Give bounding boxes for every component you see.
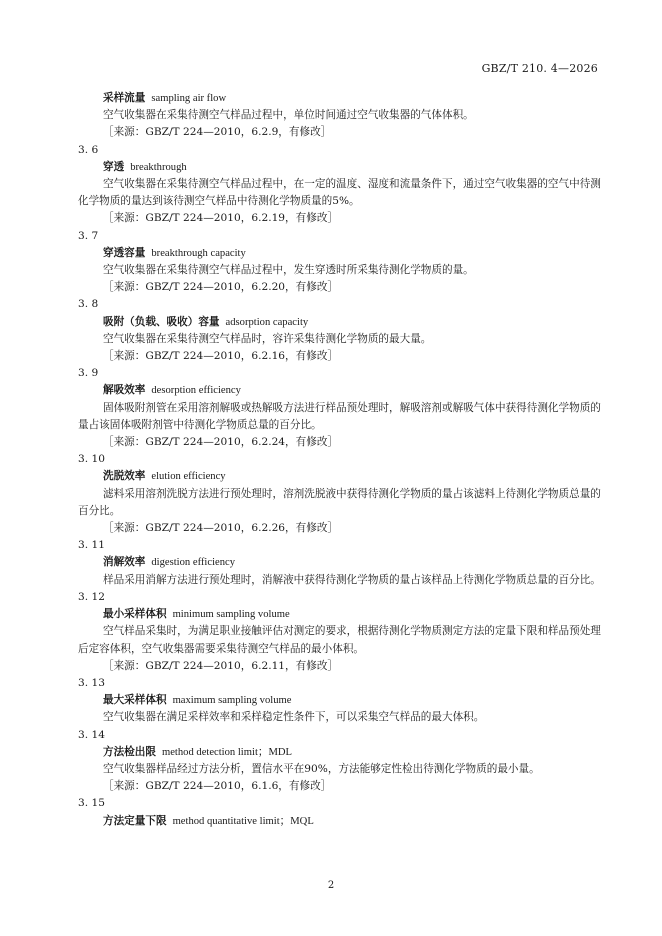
term-source: ［来源：GBZ/T 224—2010，6.1.6，有修改］ [103,780,332,793]
term-chinese: 方法定量下限 [103,814,167,827]
term-english: maximum sampling volume [172,695,292,707]
term-source: ［来源：GBZ/T 224—2010，6.2.11，有修改］ [103,659,339,672]
term-chinese: 吸附（负载、吸收）容量 [103,315,220,328]
term-number: 3. 9 [78,367,99,380]
term-english: elution efficiency [151,471,226,483]
term-heading [103,90,604,107]
term-number: 3. 8 [78,298,99,311]
term-entry [78,228,604,297]
term-chinese: 消解效率 [103,556,146,569]
term-number: 3. 10 [78,453,105,466]
term-entry [78,90,604,142]
term-chinese: 洗脱效率 [103,470,146,483]
term-source: ［来源：GBZ/T 224—2010，6.2.16，有修改］ [103,350,339,363]
term-number: 3. 11 [78,539,105,552]
term-heading [103,692,604,709]
term-english: minimum sampling volume [172,609,290,621]
term-chinese: 最小采样体积 [103,608,167,621]
term-source: ［来源：GBZ/T 224—2010，6.2.9，有修改］ [103,126,332,139]
term-heading [103,245,604,262]
term-number: 3. 12 [78,590,105,603]
terms-section [78,90,604,830]
term-english: method quantitative limit；MQL [172,815,314,827]
term-source: ［来源：GBZ/T 224—2010，6.2.24，有修改］ [103,436,339,449]
term-english: sampling air flow [151,93,227,104]
term-source: ［来源：GBZ/T 224—2010，6.2.26，有修改］ [103,522,339,535]
term-definition: 空气样品采集时，为满足职业接触评估对测定的要求，根据待测化学物质测定方法的定量下限和样品预处理后定容体积，空气收集器需要采集待测空气样品的最小体积。 [78,625,601,655]
term-entry [78,296,604,365]
term-english: method detection limit；MDL [161,746,293,758]
term-chinese: 最大采样体积 [103,694,167,707]
term-number: 3. 7 [78,229,99,242]
term-heading [103,606,604,623]
term-definition: 空气收集器样品经过方法分析，置信水平在90%，方法能够定性检出待测化学物质的最小量。 [103,762,540,775]
term-definition: 固体吸附剂管在采用溶剂解吸或热解吸方法进行样品预处理时，解吸溶剂或解吸气体中获得待测化学物质的量占该固体吸附剂管中待测化学物质总量的百分比。 [78,401,601,431]
term-entry [78,589,604,675]
term-heading [103,813,604,830]
term-entry [78,142,604,228]
term-heading [103,468,604,485]
term-number: 3. 6 [78,143,99,156]
term-number: 3. 15 [78,797,105,810]
term-chinese: 采样流量 [103,92,146,104]
term-number: 3. 13 [78,676,105,689]
term-entry [78,675,604,727]
term-entry [78,795,604,829]
term-definition: 空气收集器在采集待测空气样品过程中，在一定的温度、湿度和流量条件下，通过空气收集器的空气中待测化学物质的量达到该待测空气样品中待测化学物质量的5%。 [78,178,601,208]
term-english: desorption efficiency [151,385,241,397]
term-definition: 空气收集器在采集待测空气样品过程中，单位时间通过空气收集器的气体体积。 [103,109,474,122]
term-definition: 空气收集器在满足采样效率和采样稳定性条件下，可以采集空气样品的最大体积。 [103,711,485,724]
page-number: 2 [327,880,335,891]
term-chinese: 穿透 [103,160,125,173]
term-definition: 滤料采用溶剂洗脱方法进行预处理时，溶剂洗脱液中获得待测化学物质的量占该滤料上待测化学物质总量的百分比。 [78,487,601,517]
term-english: breakthrough [130,161,187,173]
standard-code-header: GBZ/T 210. 4—2026 [481,62,598,75]
term-entry [78,451,604,537]
term-english: adsorption capacity [225,316,309,328]
term-definition: 样品采用消解方法进行预处理时，消解液中获得待测化学物质的量占该样品上待测化学物质总量的百分比。 [103,573,601,586]
term-heading [103,554,604,571]
term-source: ［来源：GBZ/T 224—2010，6.2.19，有修改］ [103,212,339,225]
term-english: breakthrough capacity [151,247,246,259]
term-heading [103,744,604,761]
term-entry [78,727,604,796]
term-english: digestion efficiency [151,557,236,569]
term-definition: 空气收集器在采集待测空气样品过程中，发生穿透时所采集待测化学物质的量。 [103,264,474,277]
term-chinese: 穿透容量 [103,246,146,259]
term-heading [103,382,604,399]
term-heading [103,314,604,331]
term-entry [78,365,604,451]
term-entry [78,537,604,589]
term-source: ［来源：GBZ/T 224—2010，6.2.20，有修改］ [103,281,339,294]
term-definition: 空气收集器在采集待测空气样品时，容许采集待测化学物质的最大量。 [103,332,432,345]
term-chinese: 解吸效率 [103,384,146,397]
term-heading [103,159,604,176]
term-chinese: 方法检出限 [103,745,156,758]
term-number: 3. 14 [78,728,105,741]
